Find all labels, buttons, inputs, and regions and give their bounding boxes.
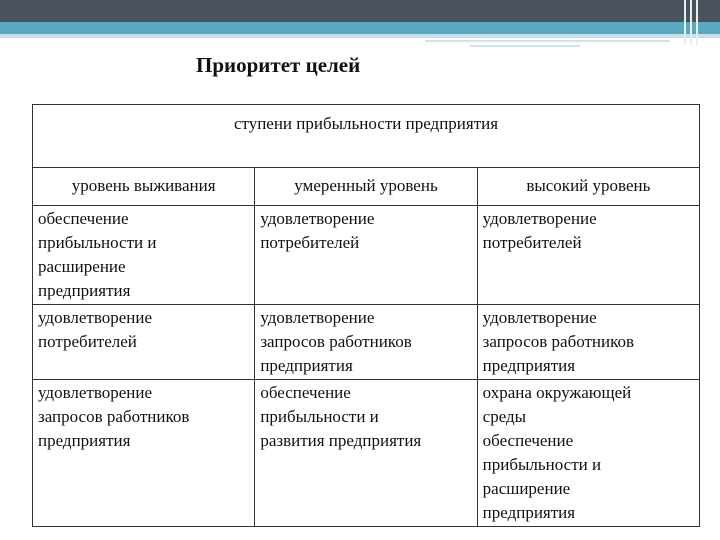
cell-line: запросов работников [38, 407, 190, 426]
table-cell [477, 206, 699, 305]
corner-decoration [684, 0, 720, 45]
table-cell [477, 380, 699, 527]
cell-line: расширение [38, 257, 126, 276]
cell-line: запросов работников [260, 332, 412, 351]
header-band-dark [0, 0, 720, 22]
cell-line: удовлетворение [482, 209, 597, 228]
table-cell [33, 206, 255, 305]
cell-line: предприятия [482, 503, 576, 522]
cell-line: удовлетворение [38, 383, 153, 402]
cell-line: прибыльности и [260, 407, 379, 426]
cell-line: удовлетворение [260, 209, 375, 228]
table-cell [33, 305, 255, 380]
table-header-row [33, 105, 700, 168]
cell-line: предприятия [260, 356, 353, 375]
cell-line: удовлетворение [260, 308, 375, 327]
table-row [33, 305, 700, 380]
cell-line: обеспечение [260, 383, 351, 402]
cell-line: предприятия [482, 356, 576, 375]
table-cell [255, 305, 477, 380]
column-header-moderate: умеренный уровень [255, 168, 477, 206]
cell-line: запросов работников [482, 332, 635, 351]
header-band-light [0, 34, 720, 38]
cell-line: среды [482, 407, 527, 426]
cell-line: потребителей [482, 233, 582, 252]
table-cell [255, 380, 477, 527]
table-column-header-row [33, 168, 700, 206]
cell-line: обеспечение [482, 431, 574, 450]
table-row [33, 206, 700, 305]
cell-line: расширение [482, 479, 571, 498]
cell-line: предприятия [38, 431, 131, 450]
accent-line [470, 45, 580, 47]
cell-line: потребителей [38, 332, 137, 351]
cell-line: охрана окружающей [482, 383, 632, 402]
cell-line: обеспечение [38, 209, 129, 228]
table-cell [33, 380, 255, 527]
table-cell [255, 206, 477, 305]
cell-line: удовлетворение [38, 308, 153, 327]
cell-line: потребителей [260, 233, 360, 252]
cell-line: прибыльности и [482, 455, 602, 474]
cell-line: удовлетворение [482, 308, 597, 327]
header-band-teal [0, 22, 720, 34]
column-header-survival: уровень выживания [33, 168, 255, 206]
column-header-high: высокий уровень [477, 168, 699, 206]
page-title: Приоритет целей [196, 53, 361, 77]
accent-line [425, 40, 670, 42]
table-row [33, 380, 700, 527]
table-cell [477, 305, 699, 380]
table-main-header: ступени прибыльности предприятия [33, 105, 700, 168]
goals-table [32, 104, 700, 527]
cell-line: предприятия [38, 281, 131, 300]
cell-line: развития предприятия [260, 431, 422, 450]
cell-line: прибыльности и [38, 233, 157, 252]
